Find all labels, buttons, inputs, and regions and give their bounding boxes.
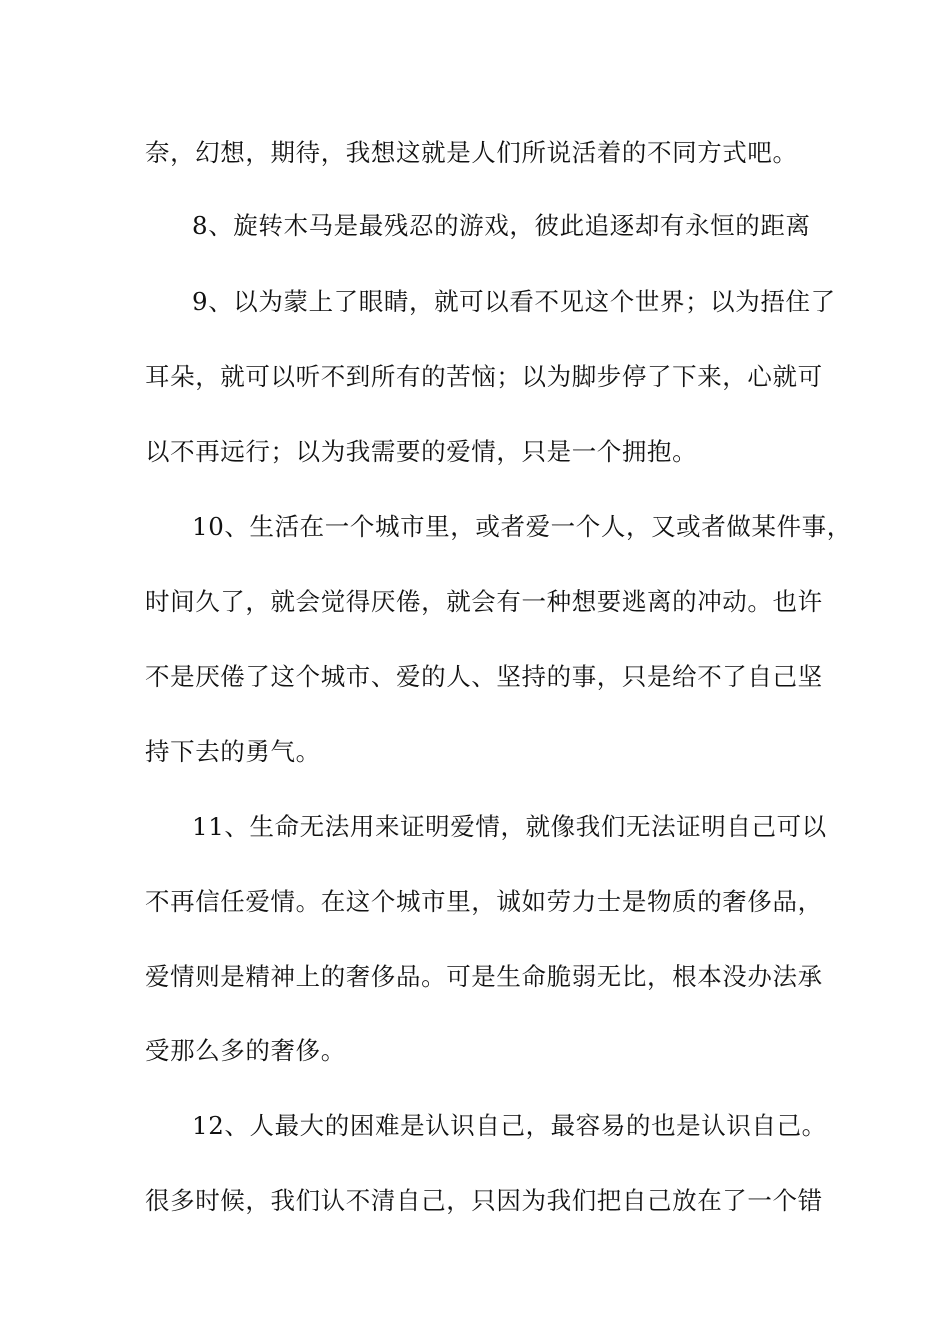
text-line: 不再信任爱情。在这个城市里，诚如劳力士是物质的奢侈品， bbox=[145, 887, 823, 916]
text-line: 耳朵，就可以听不到所有的苦恼；以为脚步停了下来，心就可 bbox=[145, 362, 823, 391]
text-line: 受那么多的奢侈。 bbox=[145, 1036, 346, 1065]
text-line: 11、生命无法用来证明爱情，就像我们无法证明自己可以 bbox=[192, 812, 827, 841]
text-line: 9、以为蒙上了眼睛，就可以看不见这个世界；以为捂住了 bbox=[192, 287, 836, 316]
text-line: 持下去的勇气。 bbox=[145, 737, 321, 766]
text-line: 不是厌倦了这个城市、爱的人、坚持的事，只是给不了自己坚 bbox=[145, 662, 823, 691]
text-line: 时间久了，就会觉得厌倦，就会有一种想要逃离的冲动。也许 bbox=[145, 587, 823, 616]
text-line: 10、生活在一个城市里，或者爱一个人，又或者做某件事， bbox=[192, 512, 852, 541]
text-line: 8、旋转木马是最残忍的游戏，彼此追逐却有永恒的距离 bbox=[192, 211, 811, 240]
text-line: 奈，幻想，期待，我想这就是人们所说活着的不同方式吧。 bbox=[145, 138, 798, 167]
text-line: 12、人最大的困难是认识自己，最容易的也是认识自己。 bbox=[192, 1111, 827, 1140]
text-line: 很多时候，我们认不清自己，只因为我们把自己放在了一个错 bbox=[145, 1186, 823, 1215]
text-line: 以不再远行；以为我需要的爱情，只是一个拥抱。 bbox=[145, 437, 698, 466]
text-line: 爱情则是精神上的奢侈品。可是生命脆弱无比，根本没办法承 bbox=[145, 962, 823, 991]
